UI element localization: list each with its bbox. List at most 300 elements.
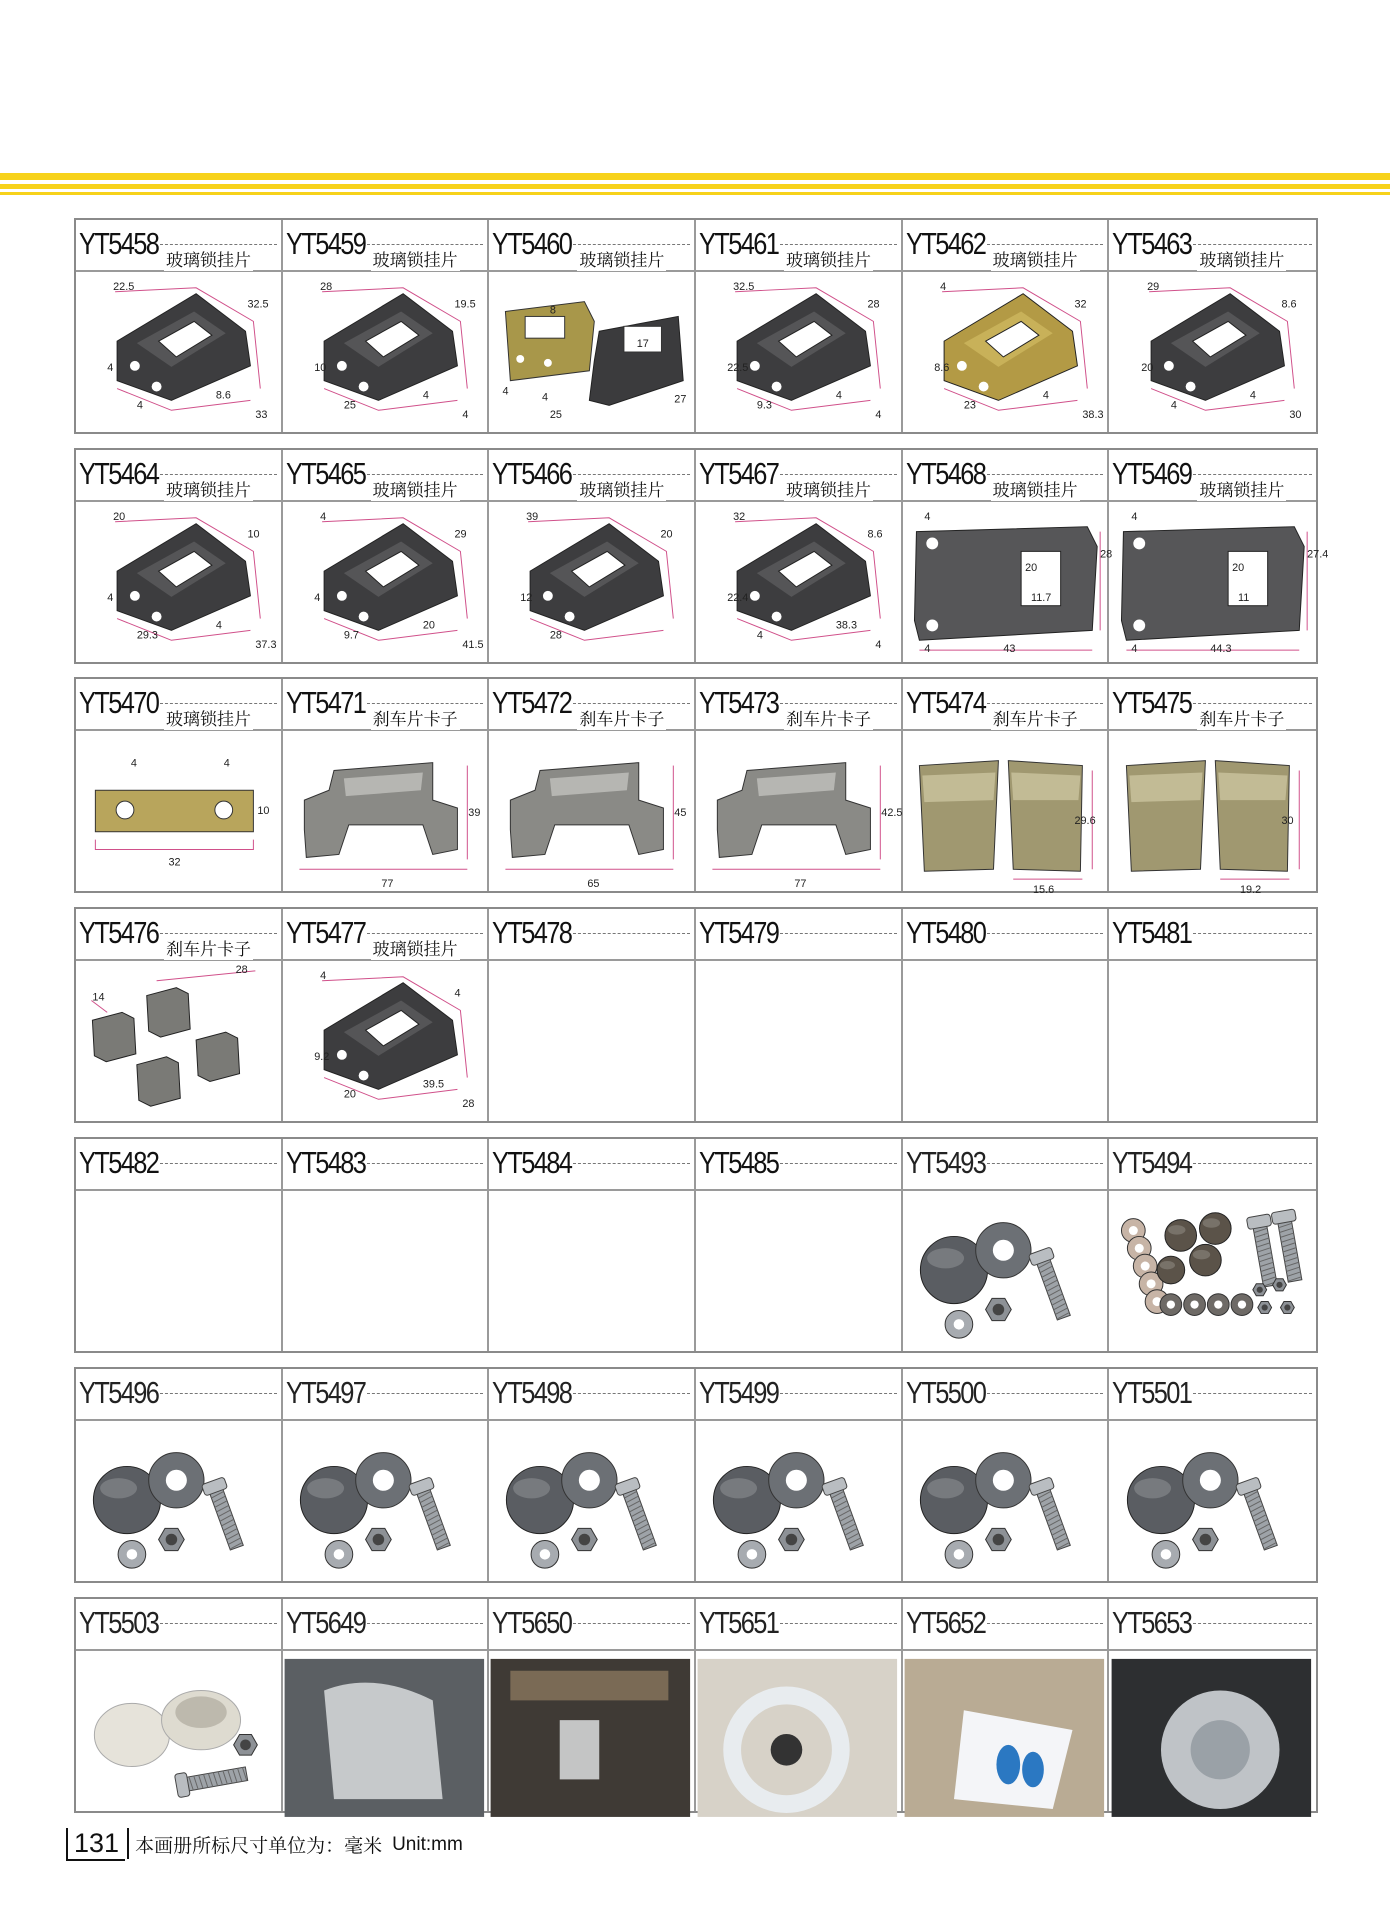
product-header bbox=[696, 1139, 901, 1191]
product-image bbox=[489, 1191, 694, 1351]
dashed-divider bbox=[573, 703, 690, 704]
washer-hole bbox=[1135, 1244, 1144, 1253]
dimension-label: 8.6 bbox=[867, 528, 883, 541]
washer-hole bbox=[1238, 1300, 1246, 1308]
product-cell[interactable] bbox=[903, 220, 1110, 432]
header-stripe-2 bbox=[0, 184, 1390, 189]
dashed-divider bbox=[573, 474, 690, 475]
dimension-label: 4 bbox=[223, 757, 230, 770]
catalog-row bbox=[74, 1597, 1318, 1813]
product-image bbox=[489, 1421, 694, 1581]
product-image bbox=[696, 1421, 901, 1581]
nut-hole bbox=[992, 1534, 1004, 1546]
unit-label: Unit:mm bbox=[392, 1833, 463, 1855]
product-drawing bbox=[283, 961, 488, 1121]
dimension-label: 9.7 bbox=[343, 629, 359, 642]
dashed-divider bbox=[1193, 933, 1312, 934]
product-header bbox=[76, 450, 281, 502]
product-cell[interactable] bbox=[76, 1599, 283, 1811]
nut-hole bbox=[240, 1739, 251, 1750]
product-cell[interactable] bbox=[489, 1369, 696, 1581]
product-code: YT5470 bbox=[79, 685, 159, 720]
dashed-divider bbox=[1193, 1163, 1312, 1164]
washer-hole bbox=[1147, 1279, 1156, 1288]
product-code: YT5476 bbox=[79, 915, 159, 950]
product-cell[interactable] bbox=[489, 679, 696, 891]
product-drawing bbox=[283, 502, 488, 662]
product-code: YT5498 bbox=[492, 1375, 572, 1410]
product-code: YT5493 bbox=[905, 1145, 985, 1180]
shifter-cover bbox=[560, 1720, 600, 1779]
washer-hole bbox=[540, 1549, 551, 1560]
product-drawing bbox=[283, 731, 488, 891]
product-code: YT5503 bbox=[79, 1605, 159, 1640]
dimension-label: 4 bbox=[875, 409, 882, 422]
product-image bbox=[283, 272, 488, 432]
part-hole bbox=[337, 1050, 347, 1060]
product-drawing bbox=[76, 272, 281, 432]
product-name: 玻璃锁挂片 bbox=[371, 476, 460, 501]
product-code: YT5459 bbox=[285, 226, 365, 261]
catalog-row bbox=[74, 1367, 1318, 1583]
dashed-divider bbox=[780, 244, 897, 245]
dashed-divider bbox=[160, 1393, 277, 1394]
dimension-label: 23 bbox=[963, 399, 976, 412]
bolt bbox=[174, 1762, 248, 1798]
product-drawing bbox=[903, 1191, 1108, 1351]
product-cell[interactable] bbox=[696, 909, 903, 1121]
dimension-label: 65 bbox=[587, 878, 600, 891]
dimension-label: 28 bbox=[550, 629, 563, 642]
nut-hole bbox=[372, 1534, 384, 1546]
dimension-label: 4 bbox=[319, 510, 326, 523]
product-image bbox=[1109, 1421, 1316, 1581]
product-image bbox=[283, 731, 488, 891]
cap-highlight bbox=[1203, 1218, 1220, 1227]
product-header bbox=[696, 679, 901, 731]
cap bbox=[1165, 1220, 1197, 1252]
product-header bbox=[696, 220, 901, 272]
dimension-label: 28 bbox=[867, 298, 880, 311]
dimension-label: 29.6 bbox=[1074, 814, 1096, 827]
product-code: YT5650 bbox=[492, 1605, 572, 1640]
part-hole bbox=[772, 612, 782, 622]
cap bbox=[1200, 1213, 1232, 1245]
product-code: YT5480 bbox=[905, 915, 985, 950]
dimension-label: 8.6 bbox=[215, 389, 231, 402]
product-image bbox=[76, 961, 281, 1121]
dashed-divider bbox=[987, 1623, 1104, 1624]
product-code: YT5485 bbox=[699, 1145, 779, 1180]
dashed-divider bbox=[367, 474, 484, 475]
product-image bbox=[76, 731, 281, 891]
dimension-label: 30 bbox=[1289, 409, 1302, 422]
product-header bbox=[903, 450, 1108, 502]
dimension-label: 4 bbox=[835, 389, 842, 402]
nut-hole bbox=[992, 1304, 1004, 1316]
product-header bbox=[1109, 450, 1316, 502]
dimension-label: 20 bbox=[660, 528, 673, 541]
nut-hole bbox=[579, 1534, 591, 1546]
washer-hole bbox=[993, 1240, 1014, 1261]
product-image bbox=[76, 502, 281, 662]
product-header bbox=[696, 1369, 901, 1421]
dashboard bbox=[511, 1671, 669, 1701]
product-cell[interactable] bbox=[903, 1599, 1110, 1811]
product-drawing bbox=[76, 1421, 281, 1581]
dimension-label: 8.6 bbox=[933, 361, 949, 374]
product-drawing bbox=[283, 272, 488, 432]
product-header bbox=[903, 1139, 1108, 1191]
dimension-label: 4 bbox=[1131, 510, 1138, 523]
bolt bbox=[615, 1477, 662, 1552]
product-cell[interactable] bbox=[903, 1139, 1110, 1351]
dimension-label: 33 bbox=[255, 409, 268, 422]
nut-hole bbox=[166, 1534, 178, 1546]
product-header bbox=[76, 1139, 281, 1191]
dimension-label: 28 bbox=[319, 280, 332, 293]
cap-highlight bbox=[1193, 1250, 1210, 1259]
product-cell[interactable] bbox=[76, 679, 283, 891]
product-drawing bbox=[76, 502, 281, 662]
cap-highlight bbox=[1168, 1225, 1185, 1234]
dimension-label: 4 bbox=[502, 385, 509, 398]
dimension-label: 32 bbox=[168, 856, 181, 869]
part-hole bbox=[750, 361, 760, 371]
washer-hole bbox=[579, 1470, 600, 1491]
product-cell[interactable] bbox=[283, 909, 490, 1121]
product-cell[interactable] bbox=[903, 909, 1110, 1121]
part-body bbox=[196, 1032, 239, 1081]
dimension-label: 8.6 bbox=[1281, 298, 1297, 311]
dimension-label: 28 bbox=[462, 1098, 475, 1111]
dimension-label: 41.5 bbox=[462, 639, 484, 652]
seat-cover bbox=[324, 1683, 443, 1800]
product-cell[interactable] bbox=[283, 1369, 490, 1581]
bolt bbox=[1271, 1209, 1307, 1283]
washer-hole bbox=[786, 1470, 807, 1491]
product-cell[interactable] bbox=[1109, 1599, 1316, 1811]
product-code: YT5500 bbox=[905, 1375, 985, 1410]
product-cell[interactable] bbox=[283, 1139, 490, 1351]
dimension-label: 4 bbox=[542, 391, 549, 404]
product-drawing bbox=[903, 731, 1108, 896]
product-cell[interactable] bbox=[283, 679, 490, 891]
product-code: YT5466 bbox=[492, 456, 572, 491]
washer-hole bbox=[166, 1470, 187, 1491]
dimension-label: 22.5 bbox=[113, 280, 135, 293]
product-code: YT5482 bbox=[79, 1145, 159, 1180]
part-hole bbox=[544, 359, 552, 367]
product-cell[interactable] bbox=[489, 450, 696, 662]
product-name: 刹车片卡子 bbox=[164, 935, 253, 960]
product-image bbox=[283, 961, 488, 1121]
product-name: 玻璃锁挂片 bbox=[577, 476, 666, 501]
product-cell[interactable] bbox=[696, 1599, 903, 1811]
product-image bbox=[1109, 1651, 1316, 1811]
dimension-label: 4 bbox=[1171, 399, 1178, 412]
part-body bbox=[92, 1012, 135, 1061]
dimension-label: 4 bbox=[422, 389, 429, 402]
nut-hole bbox=[1262, 1304, 1268, 1310]
product-drawing bbox=[1109, 502, 1329, 662]
product-drawing bbox=[696, 1651, 901, 1811]
dimension-label: 4 bbox=[924, 510, 931, 523]
product-image bbox=[283, 1191, 488, 1351]
product-header bbox=[76, 1599, 281, 1651]
dimension-label: 4 bbox=[319, 969, 326, 982]
product-image bbox=[283, 1651, 488, 1811]
dashed-divider bbox=[987, 474, 1104, 475]
dimension-label: 4 bbox=[107, 361, 114, 374]
dashed-divider bbox=[987, 244, 1104, 245]
dimension-label: 10 bbox=[257, 804, 270, 817]
dashed-divider bbox=[573, 1393, 690, 1394]
product-cell[interactable] bbox=[76, 1139, 283, 1351]
product-name: 玻璃锁挂片 bbox=[577, 246, 666, 271]
product-drawing bbox=[489, 1651, 694, 1811]
product-header bbox=[489, 1599, 694, 1651]
product-image bbox=[696, 731, 901, 891]
product-cell[interactable] bbox=[1109, 220, 1316, 432]
dimension-label: 4 bbox=[454, 987, 461, 1000]
dashed-divider bbox=[987, 1393, 1104, 1394]
product-cell[interactable] bbox=[283, 450, 490, 662]
part-hole bbox=[337, 361, 347, 371]
dashed-divider bbox=[573, 1163, 690, 1164]
product-cell[interactable] bbox=[696, 1369, 903, 1581]
product-header bbox=[903, 679, 1108, 731]
product-header bbox=[283, 450, 488, 502]
product-cell[interactable] bbox=[696, 220, 903, 432]
product-cell[interactable] bbox=[76, 450, 283, 662]
product-code: YT5469 bbox=[1112, 456, 1192, 491]
product-image bbox=[696, 961, 901, 1121]
dashed-divider bbox=[160, 933, 277, 934]
product-code: YT5484 bbox=[492, 1145, 572, 1180]
product-cell[interactable] bbox=[283, 1599, 490, 1811]
washer-hole bbox=[1141, 1262, 1150, 1271]
product-drawing bbox=[903, 272, 1108, 432]
dashed-divider bbox=[780, 1163, 897, 1164]
dimension-label: 4 bbox=[1131, 643, 1138, 656]
product-code: YT5501 bbox=[1112, 1375, 1192, 1410]
dimension-label: 43 bbox=[1003, 643, 1016, 656]
product-image bbox=[283, 1421, 488, 1581]
unit-note: 本画册所标尺寸单位为：毫米 bbox=[135, 1836, 383, 1857]
product-cell[interactable] bbox=[903, 1369, 1110, 1581]
product-image bbox=[489, 961, 694, 1121]
product-header bbox=[903, 909, 1108, 961]
product-code: YT5481 bbox=[1112, 915, 1192, 950]
dimension-label: 20 bbox=[113, 510, 126, 523]
dashed-divider bbox=[987, 703, 1104, 704]
dimension-label: 14 bbox=[92, 991, 105, 1004]
dimension-label: 4 bbox=[215, 619, 222, 632]
dimension-label: 37.3 bbox=[255, 639, 277, 652]
product-header bbox=[76, 679, 281, 731]
dimension-label: 19.5 bbox=[454, 298, 476, 311]
footprint-icon bbox=[996, 1745, 1020, 1785]
product-name: 玻璃锁挂片 bbox=[1197, 476, 1286, 501]
product-cell[interactable] bbox=[76, 909, 283, 1121]
product-cell[interactable] bbox=[76, 1369, 283, 1581]
product-header bbox=[76, 220, 281, 272]
part-hole bbox=[1134, 620, 1146, 632]
product-drawing bbox=[283, 1421, 488, 1581]
product-header bbox=[1109, 679, 1316, 731]
cap-highlight bbox=[927, 1478, 964, 1498]
dimension-label: 4 bbox=[1250, 389, 1257, 402]
dimension-label: 39 bbox=[526, 510, 539, 523]
product-drawing bbox=[1109, 272, 1316, 432]
product-code: YT5497 bbox=[285, 1375, 365, 1410]
product-image bbox=[903, 731, 1108, 896]
dashed-divider bbox=[160, 1163, 277, 1164]
product-cell[interactable] bbox=[903, 679, 1110, 896]
product-header bbox=[903, 1599, 1108, 1651]
dimension-label: 32 bbox=[1074, 298, 1087, 311]
dashed-divider bbox=[160, 474, 277, 475]
product-image bbox=[696, 1651, 901, 1811]
dimension-label: 38.3 bbox=[1082, 409, 1104, 422]
product-image bbox=[489, 502, 694, 662]
dimension-label: 9.2 bbox=[313, 1050, 329, 1063]
product-code: YT5479 bbox=[699, 915, 779, 950]
product-image bbox=[903, 272, 1108, 432]
dimension-label: 30 bbox=[1281, 814, 1294, 827]
product-cell[interactable] bbox=[76, 220, 283, 432]
dashed-divider bbox=[780, 933, 897, 934]
part-hole bbox=[978, 382, 988, 392]
cap bbox=[1157, 1256, 1185, 1284]
product-header bbox=[1109, 220, 1316, 272]
product-cell[interactable] bbox=[1109, 909, 1316, 1121]
product-cell[interactable] bbox=[489, 1139, 696, 1351]
product-header bbox=[489, 1139, 694, 1191]
product-code: YT5472 bbox=[492, 685, 572, 720]
product-cell[interactable] bbox=[1109, 679, 1316, 896]
rim bbox=[1191, 1720, 1250, 1779]
dimension-label: 20 bbox=[343, 1088, 356, 1101]
product-image bbox=[903, 961, 1108, 1121]
dimension-label: 28 bbox=[1099, 548, 1112, 561]
product-cell[interactable] bbox=[489, 1599, 696, 1811]
product-drawing bbox=[903, 1421, 1108, 1581]
catalog-row bbox=[74, 448, 1329, 664]
product-name: 刹车片卡子 bbox=[784, 705, 873, 730]
dimension-label: 20 bbox=[1141, 361, 1154, 374]
nut-hole bbox=[786, 1534, 798, 1546]
dashed-divider bbox=[367, 703, 484, 704]
dashed-divider bbox=[987, 933, 1104, 934]
part-slot bbox=[525, 316, 565, 338]
part-hole bbox=[358, 382, 368, 392]
cap bbox=[94, 1703, 169, 1766]
product-cell[interactable] bbox=[489, 220, 696, 432]
part-hole bbox=[750, 591, 760, 601]
product-name: 刹车片卡子 bbox=[577, 705, 666, 730]
dashed-divider bbox=[367, 933, 484, 934]
product-code: YT5494 bbox=[1112, 1145, 1192, 1180]
product-header bbox=[489, 450, 694, 502]
product-cell[interactable] bbox=[489, 909, 696, 1121]
dimension-label: 4 bbox=[130, 757, 137, 770]
nut-hole bbox=[1257, 1287, 1263, 1293]
part-body bbox=[147, 988, 190, 1037]
product-cell[interactable] bbox=[696, 1139, 903, 1351]
part-hole bbox=[116, 801, 134, 819]
dimension-label: 44.3 bbox=[1210, 643, 1232, 656]
part-highlight bbox=[1130, 772, 1203, 802]
dimension-label: 4 bbox=[939, 280, 946, 293]
dashed-divider bbox=[367, 1163, 484, 1164]
cap-highlight bbox=[720, 1478, 757, 1498]
dashed-divider bbox=[780, 703, 897, 704]
dimension-label: 9.3 bbox=[756, 399, 772, 412]
dimension-label: 27 bbox=[674, 393, 687, 406]
product-code: YT5477 bbox=[285, 915, 365, 950]
page-number: 131 bbox=[66, 1828, 125, 1861]
product-header bbox=[1109, 1369, 1316, 1421]
part-hole bbox=[215, 801, 233, 819]
dimension-label: 11 bbox=[1238, 591, 1250, 604]
product-cell[interactable] bbox=[1109, 450, 1329, 662]
product-name: 玻璃锁挂片 bbox=[371, 935, 460, 960]
product-cell[interactable] bbox=[903, 450, 1110, 662]
dashed-divider bbox=[367, 1393, 484, 1394]
part-hole bbox=[957, 361, 967, 371]
product-cell[interactable] bbox=[283, 220, 490, 432]
product-image bbox=[76, 1651, 281, 1811]
product-code: YT5499 bbox=[699, 1375, 779, 1410]
cap-highlight bbox=[100, 1478, 137, 1498]
dimension-label: 10 bbox=[247, 528, 260, 541]
product-cell[interactable] bbox=[696, 450, 903, 662]
product-header bbox=[903, 1369, 1108, 1421]
dimension-label: 29 bbox=[454, 528, 467, 541]
product-cell[interactable] bbox=[1109, 1139, 1316, 1351]
dashed-divider bbox=[367, 1623, 484, 1624]
part-body bbox=[137, 1057, 180, 1106]
product-header bbox=[489, 1369, 694, 1421]
product-header bbox=[1109, 1139, 1316, 1191]
washer-hole bbox=[747, 1549, 758, 1560]
washer-hole bbox=[373, 1470, 394, 1491]
dimension-label: 22.4 bbox=[727, 591, 749, 604]
part-highlight bbox=[1219, 772, 1288, 800]
product-image bbox=[903, 1651, 1108, 1811]
dashed-divider bbox=[780, 1393, 897, 1394]
bolt bbox=[821, 1477, 868, 1552]
dimension-label: 32.5 bbox=[733, 280, 755, 293]
product-image bbox=[1109, 502, 1329, 662]
product-image bbox=[76, 1191, 281, 1351]
dimension-label: 4 bbox=[924, 643, 931, 656]
washer-hole bbox=[1129, 1226, 1138, 1235]
dimension-label: 15.6 bbox=[1032, 883, 1054, 896]
catalog-row bbox=[74, 1137, 1318, 1353]
product-header bbox=[903, 220, 1108, 272]
product-drawing bbox=[696, 731, 901, 891]
product-header bbox=[489, 679, 694, 731]
bolt bbox=[1028, 1247, 1075, 1322]
product-cell[interactable] bbox=[1109, 1369, 1316, 1581]
product-image bbox=[1109, 1191, 1316, 1351]
product-cell[interactable] bbox=[696, 679, 903, 891]
product-header bbox=[283, 909, 488, 961]
product-code: YT5475 bbox=[1112, 685, 1192, 720]
